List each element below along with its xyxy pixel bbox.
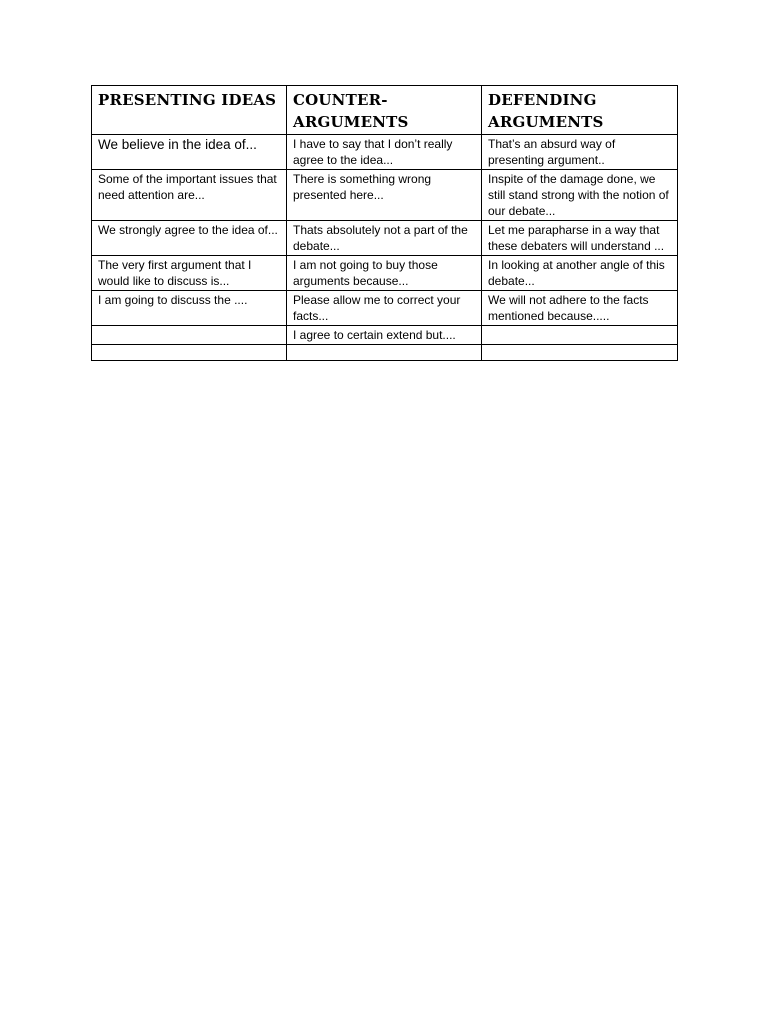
- header-defending-arguments: DEFENDING ARGUMENTS: [482, 86, 678, 135]
- table-row: [92, 326, 678, 345]
- table-row: [92, 135, 678, 170]
- table-cell: [92, 326, 287, 345]
- table-cell: [482, 326, 678, 345]
- table-cell: Inspite of the damage done, we still stand strong with the notion of our debate...: [482, 170, 678, 221]
- table-cell: I have to say that I don’t really agree to the idea...: [287, 135, 482, 170]
- table-cell: I agree to certain extend but....: [287, 326, 482, 345]
- table-cell: Please allow me to correct your facts...: [287, 291, 482, 326]
- header-presenting-ideas: PRESENTING IDEAS: [92, 86, 287, 135]
- table-cell: We will not adhere to the facts mentioned because.....: [482, 291, 678, 326]
- debate-phrases-table: [91, 85, 678, 361]
- table-row: [92, 170, 678, 221]
- table-cell: I am not going to buy those arguments because...: [287, 256, 482, 291]
- table-cell: Thats absolutely not a part of the debate...: [287, 221, 482, 256]
- table-header-row: [92, 86, 678, 135]
- header-counter-arguments: COUNTER-ARGUMENTS: [287, 86, 482, 135]
- table-cell: In looking at another angle of this debate...: [482, 256, 678, 291]
- table-row: [92, 256, 678, 291]
- table-cell: The very first argument that I would like to discuss is...: [92, 256, 287, 291]
- table-row: [92, 291, 678, 326]
- table-row: [92, 221, 678, 256]
- table-cell: We strongly agree to the idea of...: [92, 221, 287, 256]
- table-row-empty: [92, 345, 678, 361]
- table-cell: Let me parapharse in a way that these debaters will understand ...: [482, 221, 678, 256]
- table-cell: I am going to discuss the ....: [92, 291, 287, 326]
- table-cell: [287, 345, 482, 361]
- table-cell: [92, 345, 287, 361]
- table-cell: We believe in the idea of...: [92, 135, 287, 170]
- table-cell: Some of the important issues that need attention are...: [92, 170, 287, 221]
- table-cell: [482, 345, 678, 361]
- table-cell: There is something wrong presented here...: [287, 170, 482, 221]
- table-cell: That’s an absurd way of presenting argument..: [482, 135, 678, 170]
